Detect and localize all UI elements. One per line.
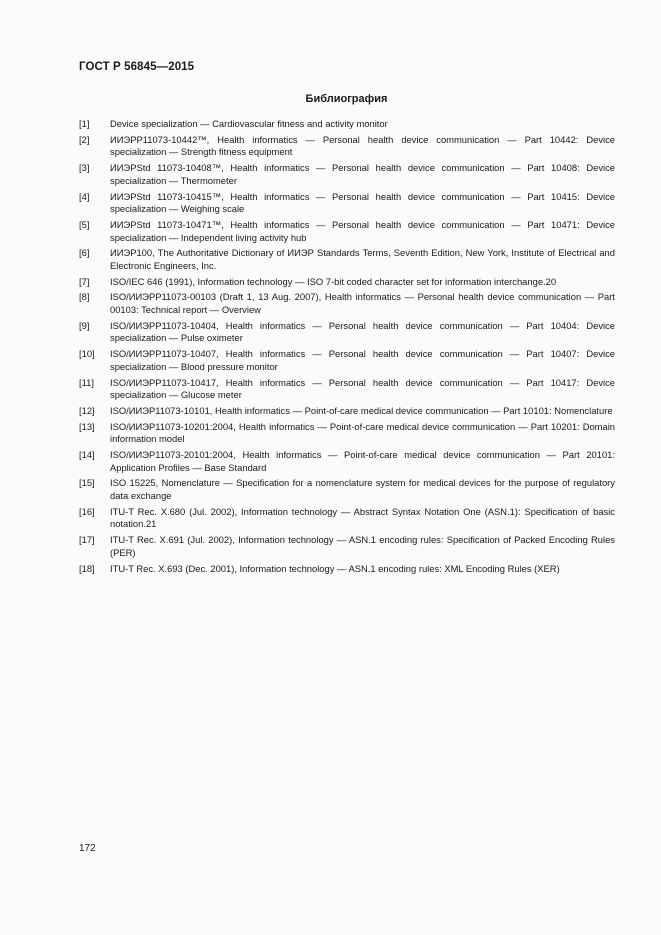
entry-number: [16]: [79, 505, 95, 517]
entry-number: [18]: [79, 562, 95, 574]
bibliography-entry: [79, 506, 615, 531]
bibliography-entry: [79, 348, 615, 373]
entry-text: ИИЭРStd 11073-10415™, Health informatics — Personal health device communication — Part 10415: Device specialization — Weighing scale: [110, 190, 615, 215]
bibliography-list: [79, 118, 615, 578]
bibliography-entry: [79, 320, 615, 345]
entry-text: ISO/ИИЭР11073-10101, Health informatics — Point-of-care medical device communication — Part 10101: Nomenclature: [110, 404, 613, 416]
page-number: 172: [79, 843, 96, 854]
bibliography-entry: [79, 191, 615, 216]
entry-text: ИИЭР100, The Authoritative Dictionary of ИИЭР Standards Terms, Seventh Edition, New York, Institute of Electrical and Electronic Engineers, Inc.: [110, 247, 615, 271]
bibliography-entry: [79, 134, 615, 159]
entry-number: [8]: [79, 291, 90, 303]
entry-number: [1]: [79, 118, 90, 129]
entry-number: [7]: [79, 275, 90, 287]
entry-number: [5]: [79, 218, 90, 230]
entry-text: ITU-T Rec. X.693 (Dec. 2001), Information technology — ASN.1 encoding rules: XML Encoding Rules (XER): [110, 562, 560, 574]
standard-id: ГОСТ Р 56845—2015: [79, 61, 195, 73]
bibliography-entry: [79, 421, 615, 446]
bibliography-entry: [79, 162, 615, 187]
entry-number: [6]: [79, 247, 90, 259]
bibliography-title: Библиография: [305, 93, 388, 105]
entry-number: [10]: [79, 348, 95, 360]
entry-number: [2]: [79, 133, 90, 145]
bibliography-entry: [79, 449, 615, 474]
entry-number: [13]: [79, 420, 95, 432]
entry-number: [11]: [79, 376, 94, 388]
entry-text: ИИЭРStd 11073-10408™, Health informatics — Personal health device communication — Part 10408: Device specialization — Thermometer: [110, 162, 615, 186]
entry-number: [9]: [79, 319, 90, 331]
entry-text: ИИЭРР11073-10442™, Health informatics — Personal health device communication — Part 10442: Device specialization — Strength fitness equipment: [110, 133, 615, 158]
entry-number: [3]: [79, 162, 90, 174]
bibliography-entry: [79, 377, 615, 402]
entry-text: Device specialization — Cardiovascular fitness and activity monitor: [110, 118, 388, 129]
entry-text: ISO/ИИЭР11073-20101:2004, Health informatics — Point-of-care medical device communication — Part 20101: Application Profiles — Base Standard: [110, 449, 615, 473]
bibliography-entry: [79, 563, 615, 576]
entry-number: [12]: [79, 404, 95, 416]
entry-number: [14]: [79, 449, 95, 461]
bibliography-entry: [79, 291, 615, 316]
bibliography-entry: [79, 405, 615, 418]
bibliography-entry: [79, 534, 615, 559]
entry-text: ITU-T Rec. X.691 (Jul. 2002), Information technology — ASN.1 encoding rules: Specification of Packed Encoding Rules (PER): [110, 534, 615, 558]
entry-text: ISO/ИИЭР11073-10201:2004, Health informatics — Point-of-care medical device communication — Part 10201: Domain information model: [110, 420, 615, 445]
entry-text: ISO/ИИЭРР11073-10417, Health informatics — Personal health device communication — Part 10417: Device specialization — Glucose meter: [110, 376, 615, 401]
bibliography-entry: [79, 247, 615, 272]
bibliography-entry: [79, 118, 615, 131]
entry-text: ISO/ИИЭРР11073-10404, Health informatics — Personal health device communication — Part 10404: Device specialization — Pulse oximeter: [110, 319, 615, 344]
entry-number: [15]: [79, 477, 95, 489]
entry-text: ITU-T Rec. X.680 (Jul. 2002), Information technology — Abstract Syntax Notation One (ASN.1): Specification of basic notation.21: [110, 505, 615, 530]
entry-text: ISO 15225, Nomenclature — Specification for a nomenclature system for medical devices for the purpose of regulatory data exchange: [110, 477, 615, 502]
entry-number: [4]: [79, 190, 90, 202]
entry-number: [17]: [79, 534, 95, 546]
entry-text: ИИЭРStd 11073-10471™, Health informatics — Personal health device communication — Part 10471: Device specialization — Independent living activity hub: [110, 218, 615, 243]
entry-text: ISO/IEC 646 (1991), Information technology — ISO 7-bit coded character set for information interchange.20: [110, 275, 557, 287]
bibliography-entry: [79, 276, 615, 289]
entry-text: ISO/ИИЭРР11073-00103 (Draft 1, 13 Aug. 2007), Health informatics — Personal health device communication — Part 00103: Technical report — Overview: [110, 291, 615, 316]
bibliography-entry: [79, 477, 615, 502]
entry-text: ISO/ИИЭРР11073-10407, Health informatics — Personal health device communication — Part 10407: Device specialization — Blood pressure monitor: [110, 348, 615, 372]
bibliography-entry: [79, 219, 615, 244]
